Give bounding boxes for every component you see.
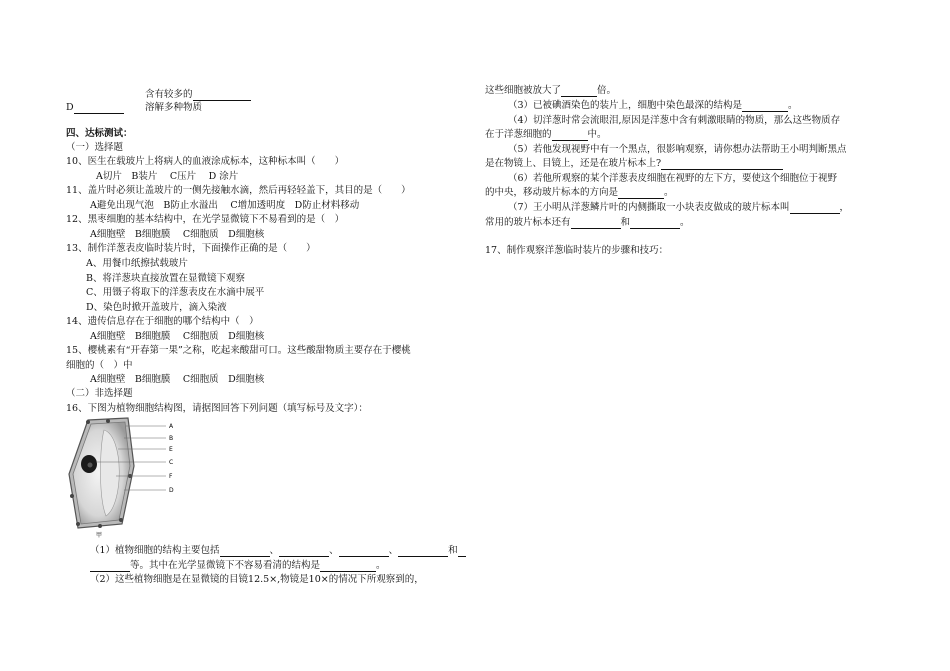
right-line10 xyxy=(485,217,690,229)
r2-end: 。 xyxy=(788,100,798,111)
r9-text: （7）王小明从洋葱鳞片叶的内侧撕取一小块表皮做成的玻片标本叫 xyxy=(508,202,790,213)
question-15-options: A细胞壁 B细胞膜 C细胞质 D细胞核 xyxy=(90,374,265,385)
right-line2 xyxy=(508,100,798,112)
question-15-line2: 细胞的（ ）中 xyxy=(66,360,133,371)
r10-text: 常用的玻片标本还有 xyxy=(485,217,571,228)
top-row2 xyxy=(66,102,124,114)
cell-wall-dot xyxy=(70,494,74,498)
answer-blank[interactable] xyxy=(742,101,788,112)
answer-blank[interactable] xyxy=(571,218,621,229)
cell-wall-dot xyxy=(76,522,80,526)
question-10-options: A切片 B装片 C压片 D 涂片 xyxy=(96,171,239,182)
question-16-1-line2 xyxy=(90,560,386,572)
answer-blank[interactable] xyxy=(279,546,329,557)
separator: 、 xyxy=(388,545,399,556)
right-line6 xyxy=(485,158,783,170)
question-12: 12、黑枣细胞的基本结构中，在光学显微镜下不易看到的是（ ） xyxy=(66,214,345,225)
r10-end: 。 xyxy=(680,217,690,228)
question-12-options: A细胞壁 B细胞膜 C细胞质 D细胞核 xyxy=(90,229,265,240)
question-13-option-a: A、用餐巾纸擦拭载玻片 xyxy=(86,258,188,269)
r4-end: 中。 xyxy=(587,129,607,140)
section-title: 四、达标测试： xyxy=(66,128,133,139)
diagram-label-b: B xyxy=(169,435,174,442)
question-10: 10、医生在载玻片上将病人的血液涂成标本，这种标本叫（ ） xyxy=(66,156,345,167)
answer-blank[interactable] xyxy=(398,546,448,557)
separator: 、 xyxy=(269,545,280,556)
diagram-label-e: E xyxy=(169,446,173,453)
answer-blank[interactable] xyxy=(561,86,597,97)
answer-blank[interactable] xyxy=(220,546,270,557)
answer-blank[interactable] xyxy=(552,130,588,141)
plant-cell-diagram xyxy=(66,416,184,538)
answer-blank[interactable] xyxy=(458,546,466,557)
question-16-2: （2）这些植物细胞是在显微镜的目镜12.5×,物镜是10×的情况下所观察到的， xyxy=(90,574,424,585)
q16-1-line2-text: 等。其中在光学显微镜下不容易看清的结构是 xyxy=(130,560,321,571)
top-row2-text: 溶解多种物质 xyxy=(145,102,203,113)
diagram-caption: 甲 xyxy=(96,532,103,538)
part1-heading: （一）选择题 xyxy=(66,142,124,153)
top-row1-text: 含有较多的 xyxy=(145,89,193,100)
answer-blank[interactable] xyxy=(193,90,251,101)
answer-blank[interactable] xyxy=(90,561,130,572)
answer-blank[interactable] xyxy=(618,188,664,199)
answer-blank[interactable] xyxy=(661,159,783,170)
right-line9 xyxy=(508,202,849,214)
end-punct: 。 xyxy=(376,560,386,571)
question-11: 11、盖片时必须让盖玻片的一侧先接触水滴，然后再轻轻盖下，其目的是（ ） xyxy=(66,185,411,196)
part2-heading: （二）非选择题 xyxy=(66,388,133,399)
question-15-line1: 15、樱桃素有“开春第一果”之称，吃起来酸甜可口。这些酸甜物质主要存在于樱桃 xyxy=(66,345,411,356)
q16-1-text: （1）植物细胞的结构主要包括 xyxy=(90,545,220,556)
r9-end: ， xyxy=(839,202,850,213)
r4-text: 在于洋葱细胞的 xyxy=(485,129,552,140)
question-14: 14、遗传信息存在于细胞的哪个结构中（ ） xyxy=(66,316,259,327)
r6-text: 是在物镜上、目镜上，还是在玻片标本上? xyxy=(485,158,662,169)
question-13-option-b: B、将洋葱块直接放置在显微镜下观察 xyxy=(86,273,245,284)
right-line5: （5）若他发现视野中有一个黑点，很影响观察，请你想办法帮助王小明判断黑点 xyxy=(508,144,847,155)
cell-wall-dot xyxy=(119,518,123,522)
answer-blank[interactable] xyxy=(339,546,389,557)
nucleolus xyxy=(88,463,93,468)
right-line1 xyxy=(485,85,616,97)
diagram-label-d: D xyxy=(169,487,174,494)
question-11-options: A避免出现气泡 B防止水溢出 C增加透明度 D防止材料移动 xyxy=(90,200,360,211)
r2-text: （3）已被碘酒染色的装片上，细胞中染色最深的结构是 xyxy=(508,100,743,111)
separator: 、 xyxy=(329,545,339,556)
right-line8 xyxy=(485,187,674,199)
diagram-label-a: A xyxy=(169,423,174,430)
answer-blank[interactable] xyxy=(630,218,680,229)
question-14-options: A细胞壁 B细胞膜 C细胞质 D细胞核 xyxy=(90,331,265,342)
top-row2-label: D xyxy=(66,102,74,113)
question-13-option-c: C、用镊子将取下的洋葱表皮在水滴中展平 xyxy=(86,287,265,298)
answer-blank[interactable] xyxy=(74,103,124,114)
r8-end: 。 xyxy=(664,187,674,198)
question-13-option-d: D、染色时掀开盖玻片，滴入染液 xyxy=(86,302,227,313)
diagram-label-f: F xyxy=(169,473,173,480)
right-line4 xyxy=(485,129,607,141)
question-17: 17、制作观察洋葱临时装片的步骤和技巧： xyxy=(485,245,669,256)
cell-wall-dot xyxy=(106,419,110,423)
r8-text: 的中央，移动玻片标本的方向是 xyxy=(485,187,619,198)
r10-and: 和 xyxy=(620,217,631,228)
question-16-1-line1 xyxy=(90,545,466,557)
top-row1 xyxy=(145,89,251,101)
r1-text: 这些细胞被放大了 xyxy=(485,85,562,96)
right-line7: （6）若他所观察的某个洋葱表皮细胞在视野的左下方，要使这个细胞位于视野 xyxy=(508,173,838,184)
cell-wall-dot xyxy=(98,524,102,528)
question-16: 16、下图为植物细胞结构图，请据图回答下列问题（填写标号及文字）： xyxy=(66,403,368,414)
cell-wall-dot xyxy=(86,420,90,424)
answer-blank[interactable] xyxy=(320,561,376,572)
and-text: 和 xyxy=(448,545,458,556)
right-line3: （4）切洋葱时常会流眼泪,原因是洋葱中含有刺激眼睛的物质，那么这些物质存 xyxy=(508,115,841,126)
r1-end: 倍。 xyxy=(597,85,617,96)
answer-blank[interactable] xyxy=(790,203,840,214)
question-13: 13、制作洋葱表皮临时装片时，下面操作正确的是（ ） xyxy=(66,243,316,254)
diagram-label-c: C xyxy=(169,459,174,466)
